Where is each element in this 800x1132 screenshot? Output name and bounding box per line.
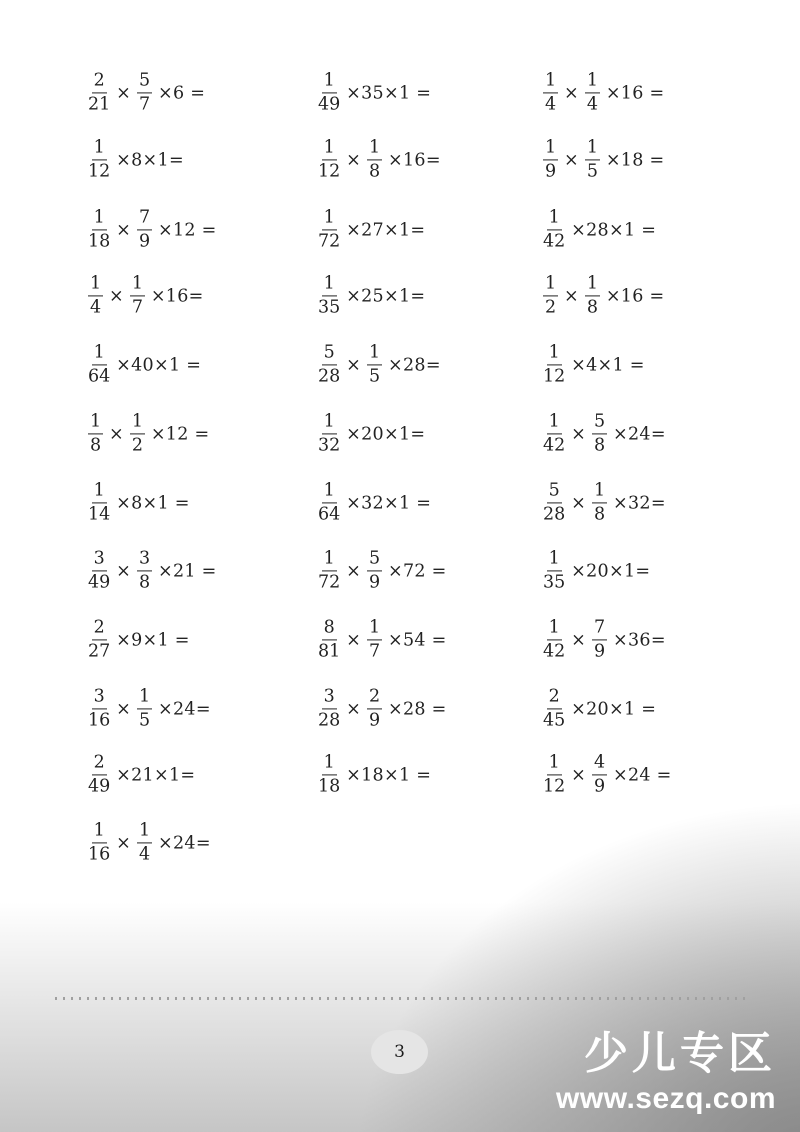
operator-text: ×32=: [607, 493, 666, 513]
operator-text: ×21×1=: [110, 765, 196, 785]
fraction-denominator: 16: [88, 844, 111, 864]
fraction: [543, 138, 558, 181]
fraction-denominator: 42: [543, 231, 566, 251]
math-problem: [318, 412, 425, 455]
fraction-numerator: 1: [92, 343, 107, 365]
operator-text: ×: [340, 630, 367, 650]
fraction: [543, 481, 565, 524]
operator-text: ×20×1 =: [565, 699, 657, 719]
fraction-denominator: 9: [593, 776, 606, 796]
fraction: [88, 208, 110, 251]
math-problem: [318, 343, 441, 386]
fraction-numerator: 1: [585, 274, 600, 296]
math-problem: [318, 549, 447, 592]
fraction-numerator: 1: [92, 821, 107, 843]
math-problem: [543, 481, 666, 524]
fraction-denominator: 4: [90, 297, 102, 317]
fraction-denominator: 8: [138, 572, 151, 592]
fraction: [318, 753, 340, 796]
fraction: [543, 343, 565, 386]
fraction-numerator: 1: [543, 274, 558, 296]
fraction-denominator: 9: [368, 572, 381, 592]
operator-text: ×9×1 =: [110, 630, 190, 650]
fraction-denominator: 4: [586, 94, 598, 114]
fraction-numerator: 1: [130, 412, 145, 434]
fraction-denominator: 27: [88, 641, 111, 661]
operator-text: ×24=: [607, 424, 666, 444]
operator-text: ×16=: [144, 286, 204, 306]
fraction: [592, 753, 607, 796]
fraction-numerator: 3: [92, 687, 107, 709]
fraction-numerator: 3: [92, 549, 107, 571]
fraction-denominator: 8: [586, 297, 598, 317]
operator-text: ×: [558, 286, 585, 306]
math-problem: [88, 753, 195, 796]
fraction-numerator: 1: [92, 138, 107, 160]
fraction-denominator: 16: [88, 710, 111, 730]
fraction-numerator: 1: [585, 71, 600, 93]
fraction-denominator: 8: [593, 504, 606, 524]
math-problem: [543, 753, 672, 796]
operator-text: ×36=: [607, 630, 666, 650]
math-problem: [318, 71, 431, 114]
fraction-denominator: 8: [368, 161, 381, 181]
fraction: [88, 343, 110, 386]
math-problem: [88, 618, 190, 661]
fraction: [137, 687, 152, 730]
fraction-denominator: 7: [131, 297, 143, 317]
operator-text: ×24=: [152, 833, 211, 853]
fraction-denominator: 14: [88, 504, 111, 524]
operator-text: ×: [565, 630, 592, 650]
operator-text: ×27×1=: [340, 220, 426, 240]
operator-text: ×: [103, 286, 130, 306]
operator-text: ×40×1 =: [110, 355, 202, 375]
fraction-denominator: 81: [318, 641, 341, 661]
fraction: [585, 138, 600, 181]
fraction-numerator: 1: [88, 274, 103, 296]
fraction-denominator: 9: [593, 641, 606, 661]
fraction: [367, 549, 382, 592]
fraction-denominator: 4: [138, 844, 151, 864]
math-problem: [88, 687, 211, 730]
fraction-numerator: 2: [92, 753, 107, 775]
operator-text: ×28 =: [382, 699, 447, 719]
fraction: [137, 208, 152, 251]
fraction: [592, 618, 607, 661]
fraction: [318, 549, 340, 592]
operator-text: ×72 =: [382, 561, 447, 581]
fraction: [543, 753, 565, 796]
math-problem: [318, 687, 447, 730]
math-problem: [543, 687, 656, 730]
fraction-numerator: 1: [547, 343, 562, 365]
fraction-numerator: 1: [88, 412, 103, 434]
fraction-numerator: 1: [585, 138, 600, 160]
fraction: [367, 138, 382, 181]
fraction-numerator: 5: [592, 412, 607, 434]
fraction-numerator: 1: [367, 343, 382, 365]
fraction: [318, 481, 340, 524]
fraction: [585, 71, 600, 114]
operator-text: ×: [565, 493, 592, 513]
math-problem: [318, 753, 431, 796]
fraction-denominator: 45: [543, 710, 566, 730]
page-number-badge: [371, 1030, 428, 1074]
operator-text: ×24 =: [607, 765, 672, 785]
fraction-numerator: 5: [322, 343, 337, 365]
fraction-numerator: 4: [592, 753, 607, 775]
fraction-numerator: 1: [322, 481, 337, 503]
fraction-denominator: 18: [88, 231, 111, 251]
fraction: [592, 412, 607, 455]
fraction-denominator: 5: [138, 710, 151, 730]
fraction: [88, 687, 110, 730]
math-problem: [543, 343, 645, 386]
fraction-denominator: 64: [88, 366, 111, 386]
math-problem: [88, 821, 211, 864]
math-problem: [543, 412, 666, 455]
operator-text: ×20×1=: [340, 424, 426, 444]
fraction-denominator: 12: [88, 161, 111, 181]
fraction: [137, 821, 152, 864]
fraction-numerator: 1: [543, 71, 558, 93]
fraction-denominator: 5: [586, 161, 598, 181]
math-problem: [88, 71, 205, 114]
fraction: [88, 618, 110, 661]
fraction-denominator: 2: [131, 435, 143, 455]
fraction-numerator: 1: [322, 549, 337, 571]
operator-text: ×12 =: [144, 424, 210, 444]
fraction-denominator: 21: [88, 94, 111, 114]
operator-text: ×25×1=: [340, 286, 426, 306]
math-problem: [543, 618, 666, 661]
fraction-numerator: 1: [322, 138, 337, 160]
math-problem: [88, 208, 217, 251]
operator-text: ×6 =: [152, 83, 206, 103]
fraction-denominator: 28: [318, 366, 341, 386]
math-problem: [88, 481, 190, 524]
fraction-denominator: 49: [88, 776, 111, 796]
fraction-denominator: 28: [318, 710, 341, 730]
operator-text: ×18 =: [599, 150, 665, 170]
fraction-numerator: 1: [543, 138, 558, 160]
fraction: [318, 208, 340, 251]
fraction-numerator: 1: [547, 208, 562, 230]
fraction-numerator: 5: [137, 71, 152, 93]
math-problem: [543, 274, 665, 317]
operator-text: ×21 =: [152, 561, 217, 581]
fraction-numerator: 1: [322, 274, 337, 296]
operator-text: ×8×1=: [110, 150, 184, 170]
fraction-numerator: 1: [92, 208, 107, 230]
math-problem: [543, 71, 665, 114]
operator-text: ×16=: [382, 150, 441, 170]
operator-text: ×: [565, 424, 592, 444]
math-problem: [88, 549, 217, 592]
fraction: [543, 208, 565, 251]
fraction-numerator: 2: [547, 687, 562, 709]
fraction-denominator: 35: [543, 572, 566, 592]
operator-text: ×: [110, 83, 137, 103]
operator-text: ×16 =: [599, 286, 665, 306]
fraction-denominator: 12: [543, 366, 566, 386]
math-problem: [318, 138, 441, 181]
fraction: [88, 549, 110, 592]
fraction-numerator: 5: [547, 481, 562, 503]
fraction-denominator: 35: [318, 297, 341, 317]
operator-text: ×12 =: [152, 220, 217, 240]
fraction: [318, 412, 340, 455]
fraction: [130, 412, 145, 455]
fraction-denominator: 9: [368, 710, 381, 730]
operator-text: ×: [340, 150, 367, 170]
fraction-denominator: 64: [318, 504, 341, 524]
fraction-numerator: 1: [367, 138, 382, 160]
fraction-numerator: 1: [322, 412, 337, 434]
fraction: [367, 687, 382, 730]
operator-text: ×32×1 =: [340, 493, 432, 513]
fraction-numerator: 1: [92, 481, 107, 503]
fraction-numerator: 2: [92, 71, 107, 93]
fraction: [543, 687, 565, 730]
fraction: [318, 71, 340, 114]
fraction: [88, 71, 110, 114]
fraction-denominator: 5: [368, 366, 381, 386]
math-problem: [543, 138, 665, 181]
fraction-denominator: 49: [88, 572, 111, 592]
fraction-numerator: 1: [547, 412, 562, 434]
fraction: [88, 274, 103, 317]
math-problem: [88, 412, 210, 455]
fraction-denominator: 8: [90, 435, 102, 455]
dotted-divider: [55, 997, 745, 1000]
fraction: [367, 343, 382, 386]
fraction-numerator: 1: [547, 549, 562, 571]
math-problem: [318, 274, 425, 317]
operator-text: ×18×1 =: [340, 765, 432, 785]
fraction: [88, 412, 103, 455]
math-problem: [318, 618, 447, 661]
fraction: [543, 618, 565, 661]
fraction-denominator: 9: [545, 161, 557, 181]
fraction-numerator: 1: [367, 618, 382, 640]
math-problem: [88, 138, 184, 181]
operator-text: ×8×1 =: [110, 493, 190, 513]
operator-text: ×: [103, 424, 130, 444]
page-number: 3: [394, 1042, 405, 1062]
fraction: [318, 343, 340, 386]
fraction-numerator: 7: [137, 208, 152, 230]
fraction: [592, 481, 607, 524]
fraction: [543, 274, 558, 317]
fraction: [585, 274, 600, 317]
operator-text: ×: [340, 561, 367, 581]
fraction-denominator: 7: [138, 94, 151, 114]
fraction: [543, 412, 565, 455]
fraction-numerator: 1: [322, 71, 337, 93]
fraction-numerator: 1: [322, 753, 337, 775]
fraction: [318, 618, 340, 661]
fraction: [88, 138, 110, 181]
fraction-denominator: 28: [543, 504, 566, 524]
operator-text: ×35×1 =: [340, 83, 432, 103]
fraction-denominator: 72: [318, 231, 341, 251]
math-problem: [543, 549, 650, 592]
fraction-numerator: 8: [322, 618, 337, 640]
fraction-numerator: 1: [322, 208, 337, 230]
fraction-denominator: 7: [368, 641, 381, 661]
operator-text: ×: [110, 220, 137, 240]
fraction-denominator: 12: [318, 161, 341, 181]
fraction-denominator: 42: [543, 435, 566, 455]
fraction-denominator: 4: [545, 94, 557, 114]
math-problem: [543, 208, 656, 251]
operator-text: ×: [340, 699, 367, 719]
fraction-numerator: 7: [592, 618, 607, 640]
fraction-denominator: 42: [543, 641, 566, 661]
fraction: [367, 618, 382, 661]
fraction: [137, 549, 152, 592]
fraction-denominator: 49: [318, 94, 341, 114]
operator-text: ×24=: [152, 699, 211, 719]
fraction-numerator: 2: [367, 687, 382, 709]
fraction: [543, 549, 565, 592]
fraction: [318, 274, 340, 317]
fraction-numerator: 1: [547, 618, 562, 640]
fraction-numerator: 1: [137, 821, 152, 843]
fraction-numerator: 3: [322, 687, 337, 709]
operator-text: ×: [110, 561, 137, 581]
operator-text: ×54 =: [382, 630, 447, 650]
operator-text: ×: [558, 150, 585, 170]
operator-text: ×: [110, 699, 137, 719]
fraction-numerator: 1: [130, 274, 145, 296]
operator-text: ×4×1 =: [565, 355, 645, 375]
fraction-denominator: 32: [318, 435, 341, 455]
operator-text: ×: [340, 355, 367, 375]
fraction-numerator: 1: [592, 481, 607, 503]
fraction: [318, 138, 340, 181]
fraction-numerator: 5: [367, 549, 382, 571]
math-problem: [88, 274, 204, 317]
fraction-numerator: 2: [92, 618, 107, 640]
fraction-denominator: 9: [138, 231, 151, 251]
operator-text: ×28=: [382, 355, 441, 375]
operator-text: ×: [565, 765, 592, 785]
operator-text: ×: [558, 83, 585, 103]
fraction-denominator: 72: [318, 572, 341, 592]
fraction: [88, 753, 110, 796]
watermark: [556, 1030, 776, 1115]
fraction: [88, 481, 110, 524]
operator-text: ×16 =: [599, 83, 665, 103]
fraction-numerator: 3: [137, 549, 152, 571]
fraction-denominator: 8: [593, 435, 606, 455]
fraction-denominator: 18: [318, 776, 341, 796]
watermark-brand: 少儿专区: [584, 1029, 776, 1078]
fraction-numerator: 1: [137, 687, 152, 709]
fraction-denominator: 12: [543, 776, 566, 796]
fraction: [318, 687, 340, 730]
fraction-denominator: 2: [545, 297, 557, 317]
math-problem: [318, 481, 431, 524]
operator-text: ×28×1 =: [565, 220, 657, 240]
fraction-numerator: 1: [547, 753, 562, 775]
fraction: [137, 71, 152, 114]
math-problem: [88, 343, 201, 386]
fraction: [130, 274, 145, 317]
fraction: [88, 821, 110, 864]
operator-text: ×: [110, 833, 137, 853]
watermark-site: www.sezq.com: [556, 1082, 776, 1116]
operator-text: ×20×1=: [565, 561, 651, 581]
fraction: [543, 71, 558, 114]
math-problem: [318, 208, 425, 251]
